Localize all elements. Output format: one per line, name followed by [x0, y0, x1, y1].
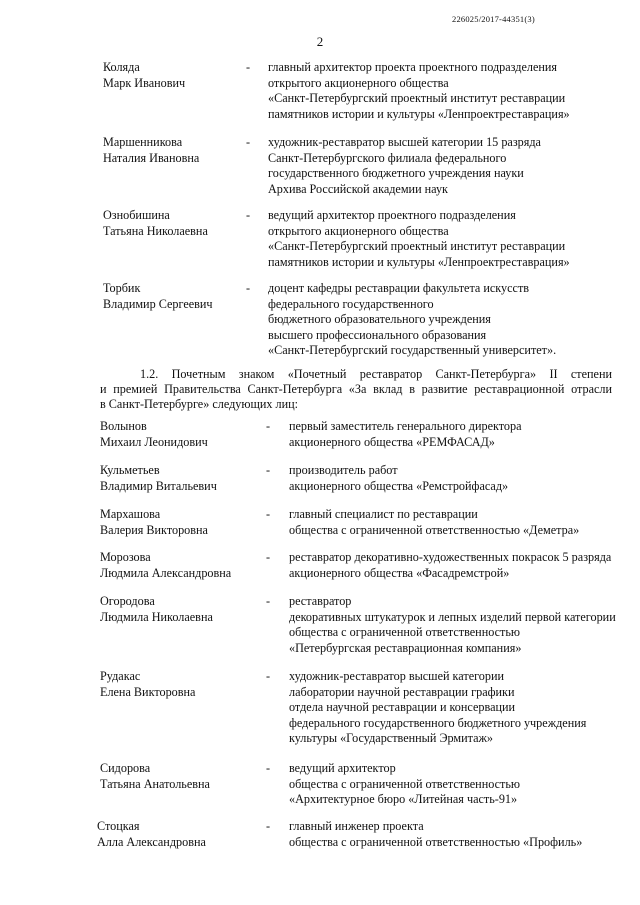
person-name: Огородова Людмила Николаевна — [100, 594, 213, 624]
separator-dash: - — [246, 281, 251, 295]
person-position: ведущий архитектор общества с ограниченной ответственностью «Архитектурное бюро «Литейная часть-91» — [289, 761, 521, 806]
separator-dash: - — [266, 550, 271, 564]
person-name: Морозова Людмила Александровна — [100, 550, 232, 580]
document-id: 226025/2017-44351(3) — [452, 14, 535, 24]
person-position: главный специалист по реставрации общества с ограниченной ответственностью «Деметра» — [289, 507, 580, 537]
separator-dash: - — [266, 594, 271, 608]
separator-dash: - — [266, 819, 271, 833]
person-name: Рудакас Елена Викторовна — [100, 669, 196, 699]
separator-dash: - — [266, 761, 271, 775]
person-name: Волынов Михаил Леонидович — [100, 419, 208, 449]
separator-dash: - — [266, 669, 271, 683]
separator-dash: - — [246, 208, 251, 222]
person-name: Кульметьев Владимир Витальевич — [100, 463, 217, 493]
separator-dash: - — [246, 60, 251, 74]
person-position: главный архитектор проекта проектного подразделения открытого акционерного общества «Санкт-Петербургский проектный институт реставрации памятников истории и культуры «Ленпроектреставрация» — [268, 60, 570, 121]
person-position: реставратор декоративных штукатурок и лепных изделий первой категории общества с ограниченной ответственностью «Петербургская реставрационная компания» — [289, 594, 616, 655]
person-position: художник-реставратор высшей категории лаборатории научной реставрации графики отдела научной реставрации и консервации федерального государственного бюджетного учреждения культуры «Государственный Эрмитаж» — [289, 669, 587, 745]
separator-dash: - — [266, 463, 271, 477]
person-position: главный инженер проекта общества с ограниченной ответственностью «Профиль» — [289, 819, 583, 849]
person-name: Коляда Марк Иванович — [103, 60, 186, 90]
person-position: реставратор декоративно-художественных покрасок 5 разряда акционерного общества «Фасадремстрой» — [289, 550, 612, 580]
separator-dash: - — [266, 507, 271, 521]
separator-dash: - — [246, 135, 251, 149]
person-name: Торбик Владимир Сергеевич — [103, 281, 213, 311]
person-name: Сидорова Татьяна Анатольевна — [100, 761, 210, 791]
page-number: 2 — [316, 34, 324, 49]
separator-dash: - — [266, 419, 271, 433]
person-position: художник-реставратор высшей категории 15 разряда Санкт-Петербургского филиала федерального государственного бюджетного учреждения науки Архива Российской академии наук — [268, 135, 541, 196]
person-name: Ознобишина Татьяна Николаевна — [103, 208, 208, 238]
person-name: Стоцкая Алла Александровна — [97, 819, 206, 849]
person-position: первый заместитель генерального директора акционерного общества «РЕМФАСАД» — [289, 419, 522, 449]
person-name: Маршенникова Наталия Ивановна — [103, 135, 200, 165]
person-position: доцент кафедры реставрации факультета искусств федерального государственного бюджетного образовательного учреждения высшего профессионального образования «Санкт-Петербургский государственный университет». — [268, 281, 557, 357]
person-name: Мархашова Валерия Викторовна — [100, 507, 208, 537]
person-position: ведущий архитектор проектного подразделения открытого акционерного общества «Санкт-Петербургский проектный институт реставрации памятников истории и культуры «Ленпроектреставрация» — [268, 208, 570, 269]
section-paragraph: 1.2. Почетным знаком «Почетный реставратор Санкт-Петербурга» II степени и премией Правительства Санкт-Петербурга «За вклад в развитие реставрационной отрасли в Санкт-Петербурге» следующих лиц: — [100, 367, 612, 411]
person-position: производитель работ акционерного общества «Ремстройфасад» — [289, 463, 509, 493]
